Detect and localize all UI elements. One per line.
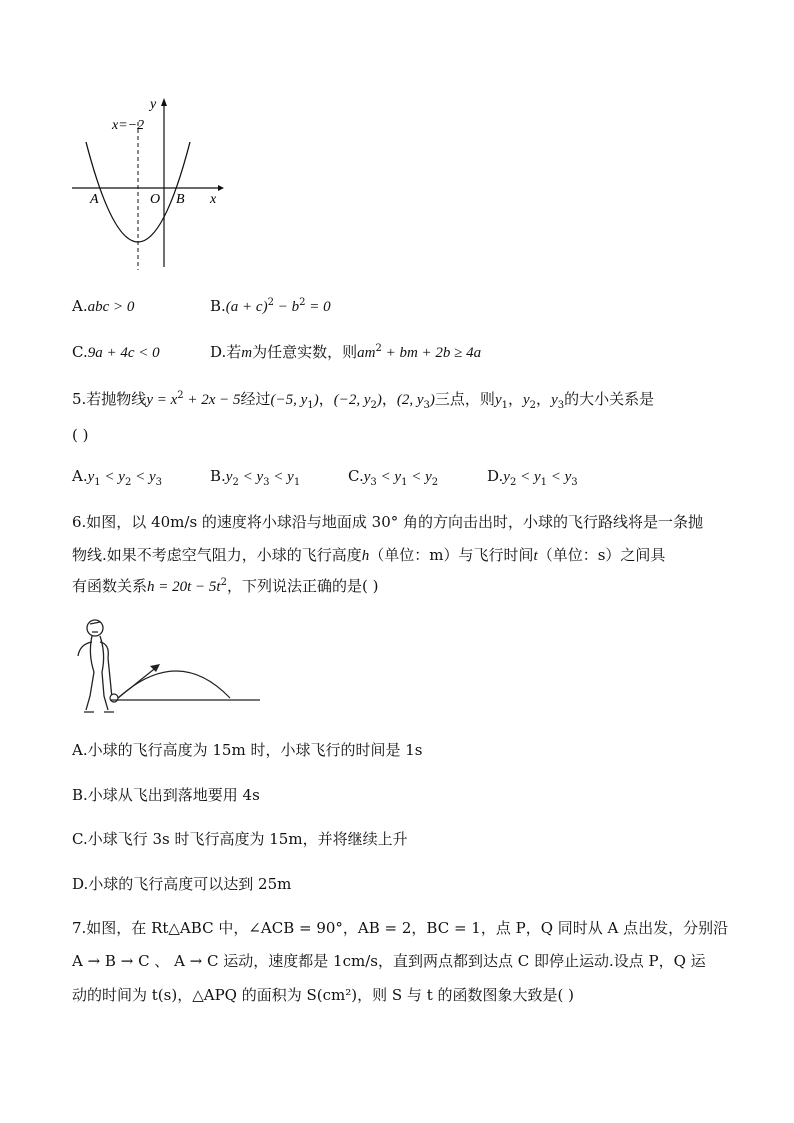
- origin-label: O: [150, 192, 161, 207]
- q6-line-1: 6.如图，以 40m/s 的速度将小球沿与地面成 30° 角的方向击出时，小球的飞行路线将是一条抛: [72, 513, 704, 531]
- q6-line-2: 物线.如果不考虑空气阻力，小球的飞行高度h（单位：m）与飞行时间t（单位：s）之间具: [72, 546, 666, 564]
- q4-option-a: A.abc > 0: [72, 297, 135, 315]
- y-axis-arrow: [161, 98, 167, 106]
- q7-line-1: 7.如图，在 Rt△ABC 中，∠ACB = 90°，AB = 2，BC = 1，点 P，Q 同时从 A 点出发，分别沿: [72, 919, 729, 937]
- q4-option-b: $B.(a + c)^2 - b^2 = 0$: [210, 297, 331, 315]
- q6-option-c: C.小球飞行 3s 时飞行高度为 15m，并将继续上升: [72, 830, 408, 848]
- point-b-label: B: [176, 192, 185, 207]
- symmetry-axis-label: x=−2: [112, 118, 145, 133]
- q6-option-b: B.小球从飞出到落地要用 4s: [72, 786, 260, 804]
- q6-line-3: 有函数关系$h = 20t - 5t^2$，下列说法正确的是( ): [72, 577, 379, 595]
- golfer-sketch: [78, 620, 114, 712]
- q7-line-2: A → B → C 、 A → C 运动，速度都是 1cm/s，直到两点都到达点 C 即停止运动.设点 P，Q 运: [72, 952, 706, 970]
- launch-arrow: [118, 666, 158, 698]
- x-axis-label: x: [210, 192, 217, 207]
- q5-option-c: $C.y_3 < y_1 < y_2$: [348, 467, 439, 488]
- q6-option-d: D.小球的飞行高度可以达到 25m: [72, 875, 292, 893]
- y-axis-label: y: [150, 97, 157, 112]
- q5-answer-paren: ( ): [72, 426, 89, 444]
- q5-stem: 5.若抛物线$y = x^2 + 2x - 5$经过(−5, $y_1$)，(−2, $y_2$)，(2, $y_3$)三点，则$y_1$，$y_2$，$y_3$的大小关系是: [72, 390, 655, 411]
- q5-option-a: $A.y_1 < y_2 < y_3$: [72, 467, 162, 488]
- golf-ball: [110, 694, 118, 702]
- q5-option-b: $B.y_2 < y_3 < y_1$: [210, 467, 301, 488]
- q4-option-c: C.9a + 4c < 0: [72, 343, 160, 361]
- point-a-label: A: [90, 192, 99, 207]
- parabola-graph: [60, 92, 230, 272]
- q6-option-a: A.小球的飞行高度为 15m 时，小球飞行的时间是 1s: [72, 741, 423, 759]
- x-axis-arrow: [218, 185, 224, 191]
- q7-line-3: 动的时间为 t(s)，△APQ 的面积为 S(cm²)，则 S 与 t 的函数图象大致是( ): [72, 986, 574, 1004]
- q5-option-d: $D.y_2 < y_1 < y_3$: [487, 467, 578, 488]
- golfer-trajectory-figure: [70, 614, 270, 724]
- q4-option-d: D.若m为任意实数，则$am^2$ + bm + 2b ≥ 4a: [210, 343, 482, 361]
